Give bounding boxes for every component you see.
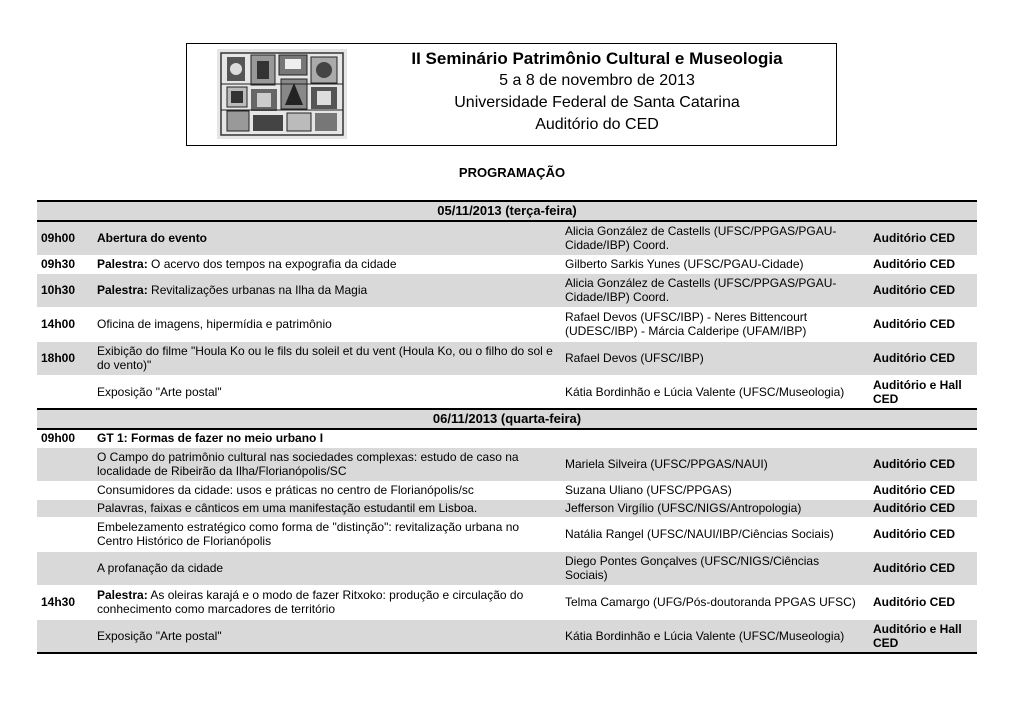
day-date: 06/11/2013 (quarta-feira)	[37, 409, 977, 429]
event-speaker: Suzana Uliano (UFSC/PPGAS)	[561, 481, 869, 499]
seminar-university: Universidade Federal de Santa Catarina	[454, 94, 740, 111]
event-speaker: Kátia Bordinhão e Lúcia Valente (UFSC/Museologia)	[561, 375, 869, 409]
event-speaker: Alicia González de Castells (UFSC/PPGAS/PGAU-Cidade/IBP) Coord.	[561, 273, 869, 307]
event-title	[93, 221, 561, 255]
event-time	[37, 551, 93, 585]
event-time	[37, 447, 93, 481]
table-row	[37, 255, 977, 273]
day-header	[37, 409, 977, 429]
event-speaker: Kátia Bordinhão e Lúcia Valente (UFSC/Museologia)	[561, 619, 869, 653]
event-title	[93, 255, 561, 273]
event-time	[37, 499, 93, 517]
event-text: Exposição "Arte postal"	[97, 384, 222, 399]
day-header	[37, 201, 977, 221]
event-place: Auditório CED	[869, 255, 977, 273]
table-row	[37, 307, 977, 341]
table-row	[37, 551, 977, 585]
event-text: As oleiras karajá e o modo de fazer Ritxoko: produção e circulação do conhecimento como marcadores de território	[97, 588, 524, 616]
event-title	[93, 375, 561, 409]
table-row	[37, 341, 977, 375]
table-row	[37, 619, 977, 653]
event-place: Auditório CED	[869, 481, 977, 499]
event-place: Auditório CED	[869, 307, 977, 341]
event-speaker: Rafael Devos (UFSC/IBP)	[561, 341, 869, 375]
seminar-dates: 5 a 8 de novembro de 2013	[499, 72, 695, 89]
table-row	[37, 481, 977, 499]
event-text: Exposição "Arte postal"	[97, 628, 222, 643]
table-row	[37, 447, 977, 481]
event-label: Abertura do evento	[97, 231, 208, 246]
event-time: 14h30	[37, 585, 93, 619]
event-title	[93, 447, 561, 481]
day-date: 05/11/2013 (terça-feira)	[37, 201, 977, 221]
event-text: Palavras, faixas e cânticos em uma manifestação estudantil em Lisboa.	[97, 501, 478, 515]
event-speaker: Mariela Silveira (UFSC/PPGAS/NAUI)	[561, 447, 869, 481]
event-time: 10h30	[37, 273, 93, 307]
event-title	[93, 341, 561, 375]
table-row	[37, 375, 977, 409]
event-place: Auditório CED	[869, 517, 977, 551]
event-title	[93, 551, 561, 585]
event-text: O acervo dos tempos na expografia da cidade	[147, 257, 397, 271]
event-title	[93, 273, 561, 307]
event-text: Embelezamento estratégico como forma de "distinção": revitalização urbana no Centro Histórico de Florianópolis	[97, 520, 520, 548]
event-speaker: Jefferson Virgílio (UFSC/NIGS/Antropologia)	[561, 499, 869, 517]
event-text: Oficina de imagens, hipermídia e patrimônio	[97, 317, 332, 331]
event-time: 18h00	[37, 341, 93, 375]
event-text: Consumidores da cidade: usos e práticas no centro de Florianópolis/sc	[97, 483, 474, 497]
event-speaker: Diego Pontes Gonçalves (UFSC/NIGS/Ciências Sociais)	[561, 551, 869, 585]
event-label: Palestra:	[97, 588, 148, 602]
event-title	[93, 585, 561, 619]
header-text	[377, 48, 817, 136]
table-row	[37, 585, 977, 619]
event-speaker: Alicia González de Castells (UFSC/PPGAS/PGAU-Cidade/IBP) Coord.	[561, 221, 869, 255]
event-title	[93, 429, 561, 447]
event-time	[37, 375, 93, 409]
schedule-table	[37, 200, 977, 654]
seminar-title: II Seminário Patrimônio Cultural e Museologia	[411, 49, 783, 68]
event-time	[37, 517, 93, 551]
event-place	[869, 429, 977, 447]
seminar-logo-icon	[217, 49, 347, 139]
event-speaker	[561, 429, 869, 447]
table-row	[37, 221, 977, 255]
header-box	[186, 43, 837, 146]
event-time: 14h00	[37, 307, 93, 341]
event-text: Revitalizações urbanas na Ilha da Magia	[147, 283, 368, 297]
event-title	[93, 619, 561, 653]
seminar-venue: Auditório do CED	[535, 116, 659, 133]
event-place: Auditório e Hall CED	[869, 619, 977, 653]
event-label: GT 1: Formas de fazer no meio urbano I	[97, 431, 324, 446]
table-row	[37, 429, 977, 447]
event-text: A profanação da cidade	[97, 561, 224, 575]
event-place: Auditório CED	[869, 551, 977, 585]
event-time	[37, 619, 93, 653]
event-place: Auditório e Hall CED	[869, 375, 977, 409]
event-time: 09h00	[37, 221, 93, 255]
event-speaker: Natália Rangel (UFSC/NAUI/IBP/Ciências Sociais)	[561, 517, 869, 551]
event-place: Auditório CED	[869, 273, 977, 307]
event-place: Auditório CED	[869, 447, 977, 481]
event-text: Exibição do filme "Houla Ko ou le fils du soleil et du vent (Houla Ko, ou o filho do sol e do vento)"	[97, 344, 553, 372]
program-title: PROGRAMAÇÃO	[458, 165, 566, 180]
event-place: Auditório CED	[869, 499, 977, 517]
table-row	[37, 517, 977, 551]
event-speaker: Telma Camargo (UFG/Pós-doutoranda PPGAS UFSC)	[561, 585, 869, 619]
event-place: Auditório CED	[869, 221, 977, 255]
event-place: Auditório CED	[869, 585, 977, 619]
event-title	[93, 307, 561, 341]
event-text: O Campo do patrimônio cultural nas sociedades complexas: estudo de caso na localidade de Ribeirão da Ilha/Florianópolis/SC	[97, 450, 519, 478]
event-speaker: Gilberto Sarkis Yunes (UFSC/PGAU-Cidade)	[561, 255, 869, 273]
event-time: 09h00	[37, 429, 93, 447]
table-row	[37, 499, 977, 517]
event-speaker: Rafael Devos (UFSC/IBP) - Neres Bittencourt (UDESC/IBP) - Márcia Calderipe (UFAM/IBP)	[561, 307, 869, 341]
table-row	[37, 273, 977, 307]
event-label: Palestra:	[97, 257, 148, 271]
event-time	[37, 481, 93, 499]
event-title	[93, 517, 561, 551]
event-title	[93, 499, 561, 517]
event-label: Palestra:	[97, 283, 148, 297]
event-title	[93, 481, 561, 499]
event-time: 09h30	[37, 255, 93, 273]
event-place: Auditório CED	[869, 341, 977, 375]
